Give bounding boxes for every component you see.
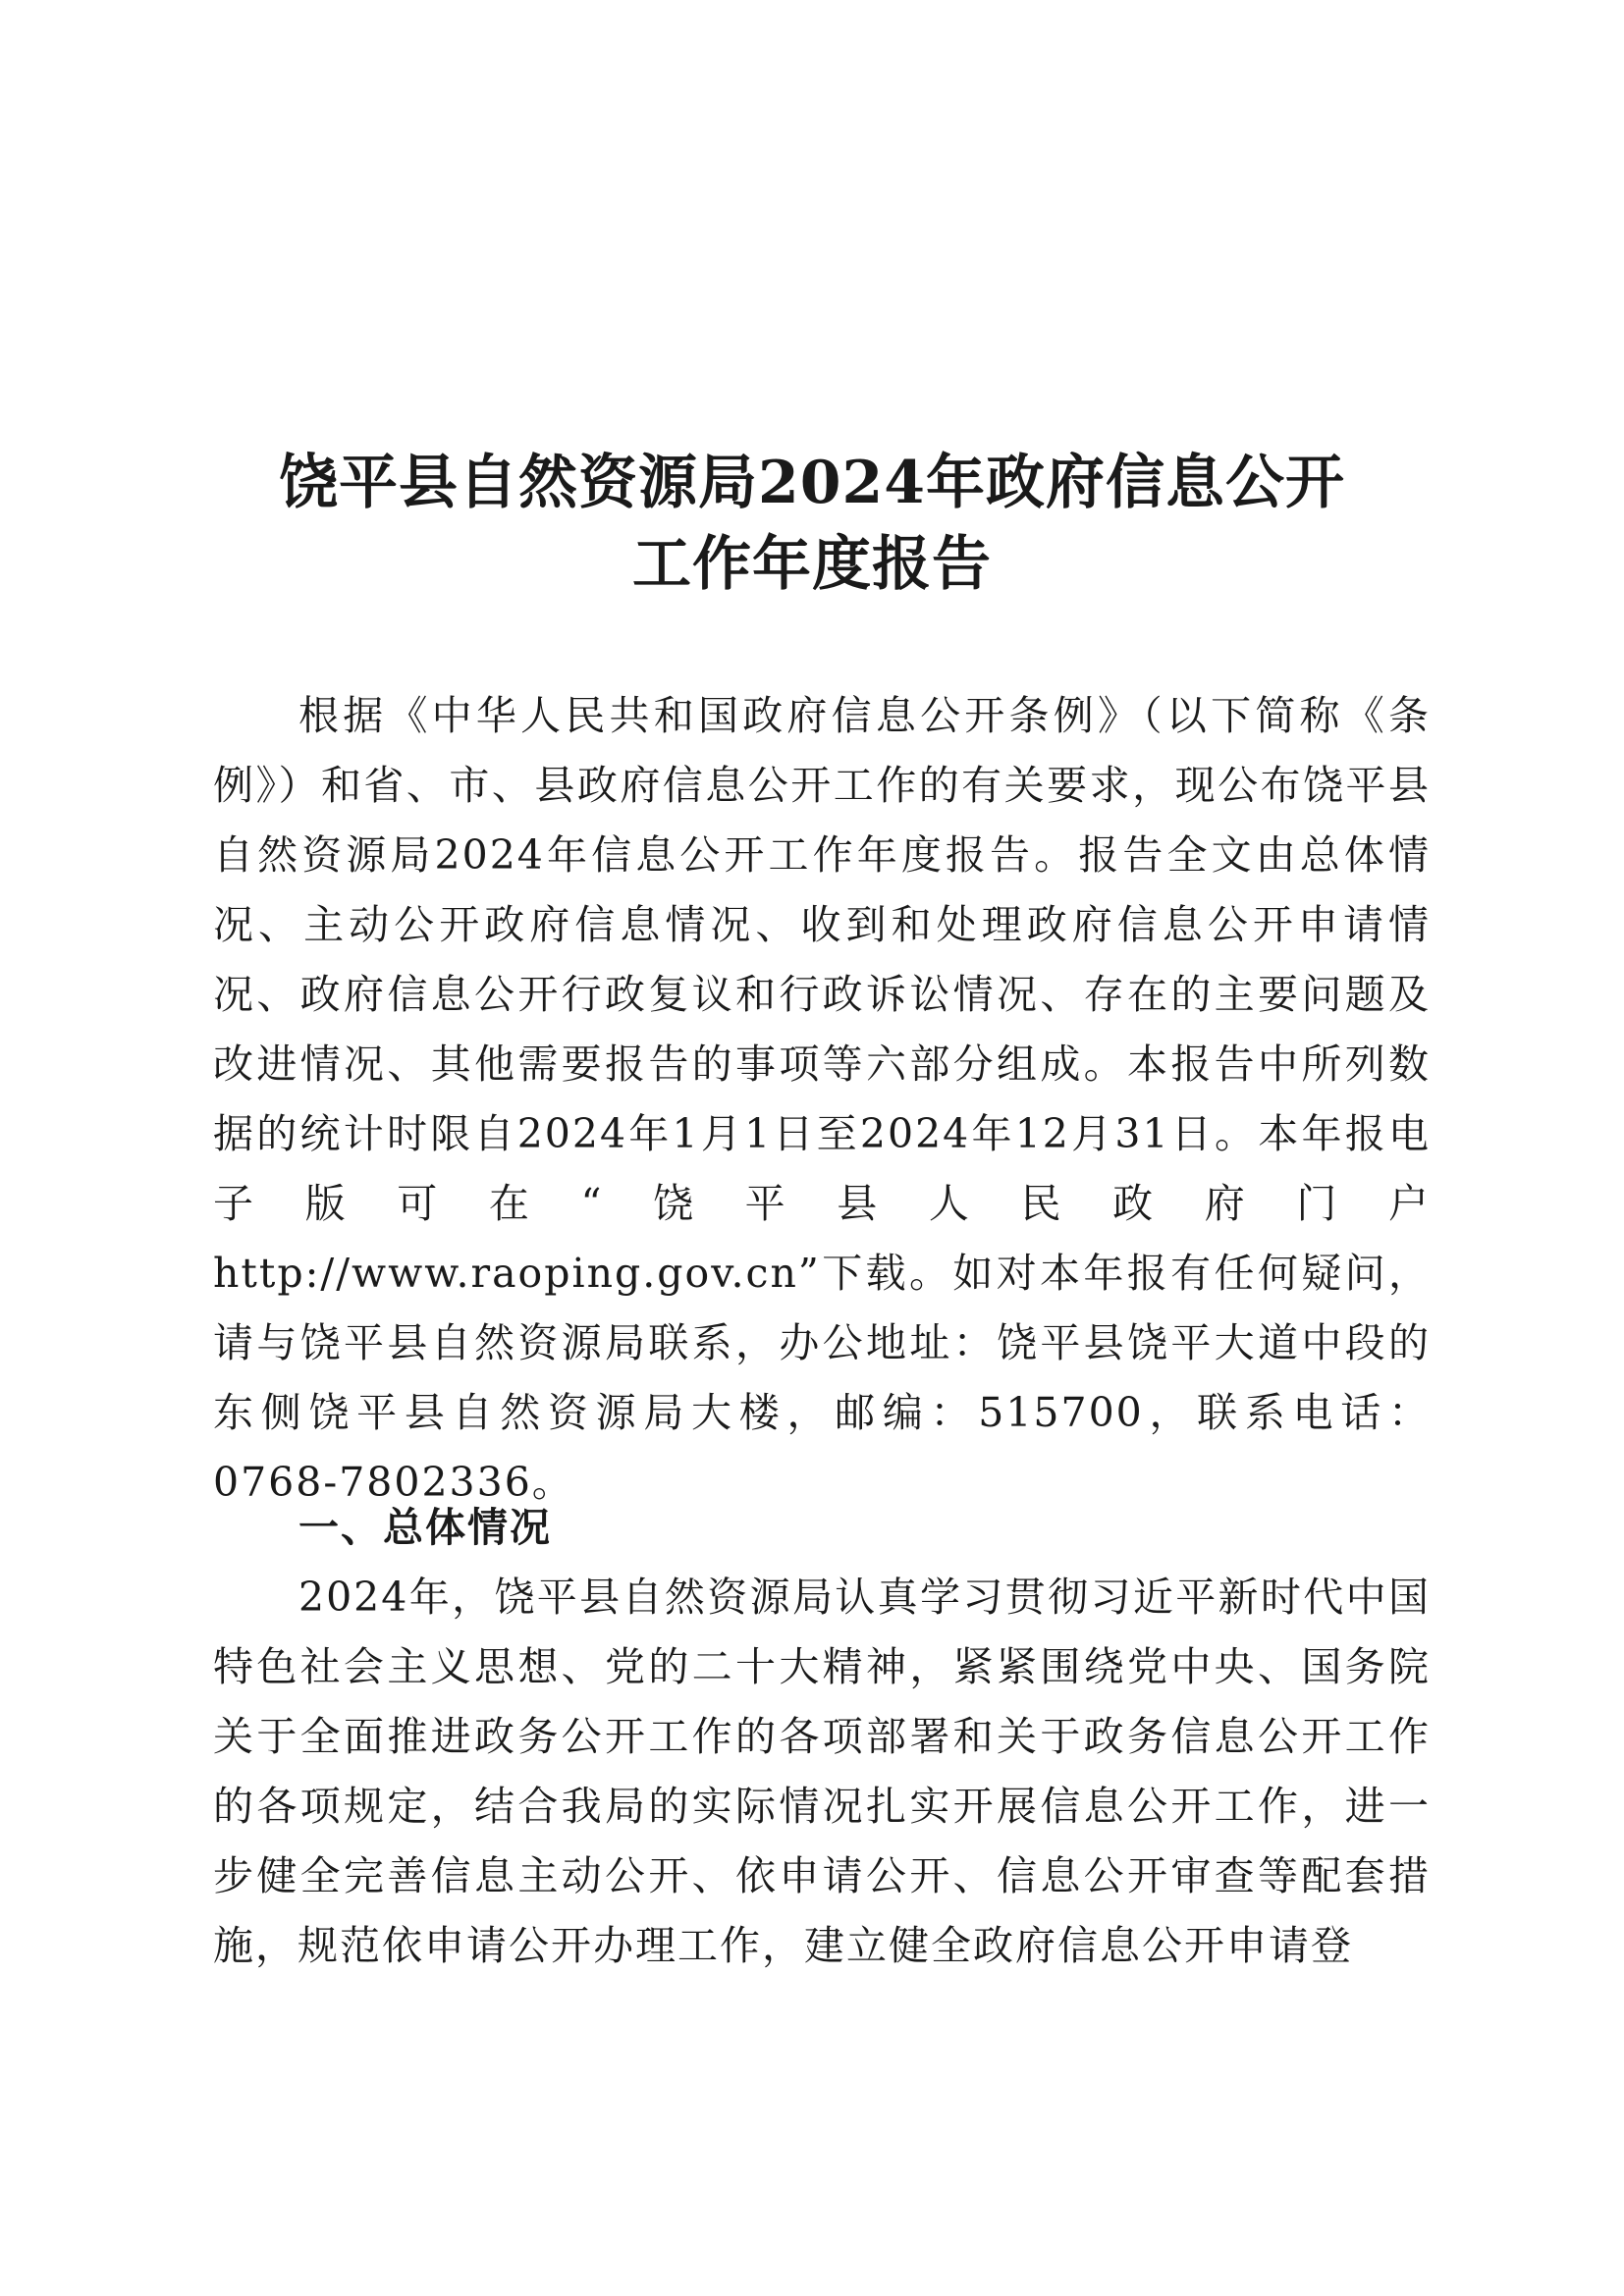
- section-1-paragraph: 2024年，饶平县自然资源局认真学习贯彻习近平新时代中国特色社会主义思想、党的二十大精神，紧紧围绕党中央、国务院关于全面推进政务公开工作的各项部署和关于政务信息公开工作的各项规定，结合我局的实际情况扎实开展信息公开工作，进一步健全完善信息主动公开、依申请公开、信息公开审查等配套措施，规范依申请公开办理工作，建立健全政府信息公开申请登: [213, 1574, 1431, 1969]
- document-title-line-2: 工作年度报告: [632, 530, 992, 599]
- intro-paragraph: 根据《中华人民共和国政府信息公开条例》（以下简称《条例》）和省、市、县政府信息公开工作的有关要求，现公布饶平县自然资源局2024年信息公开工作年度报告。报告全文由总体情况、主动公开政府信息情况、收到和处理政府信息公开申请情况、政府信息公开行政复议和行政诉讼情况、存在的主要问题及改进情况、其他需要报告的事项等六部分组成。本报告中所列数据的统计时限自2024年1月1日至2024年12月31日。本年报电子版可在“饶平县人民政府门户 http://www.raoping.gov.cn”下载。如对本年报有任何疑问，请与饶平县自然资源局联系，办公地址：饶平县饶平大道中段的东侧饶平县自然资源局大楼，邮编：515700，联系电话：0768-7802336。: [213, 692, 1431, 1506]
- document-title-line-1: 饶平县自然资源局2024年政府信息公开: [279, 449, 1345, 517]
- section-1-heading: 一、总体情况: [298, 1504, 552, 1551]
